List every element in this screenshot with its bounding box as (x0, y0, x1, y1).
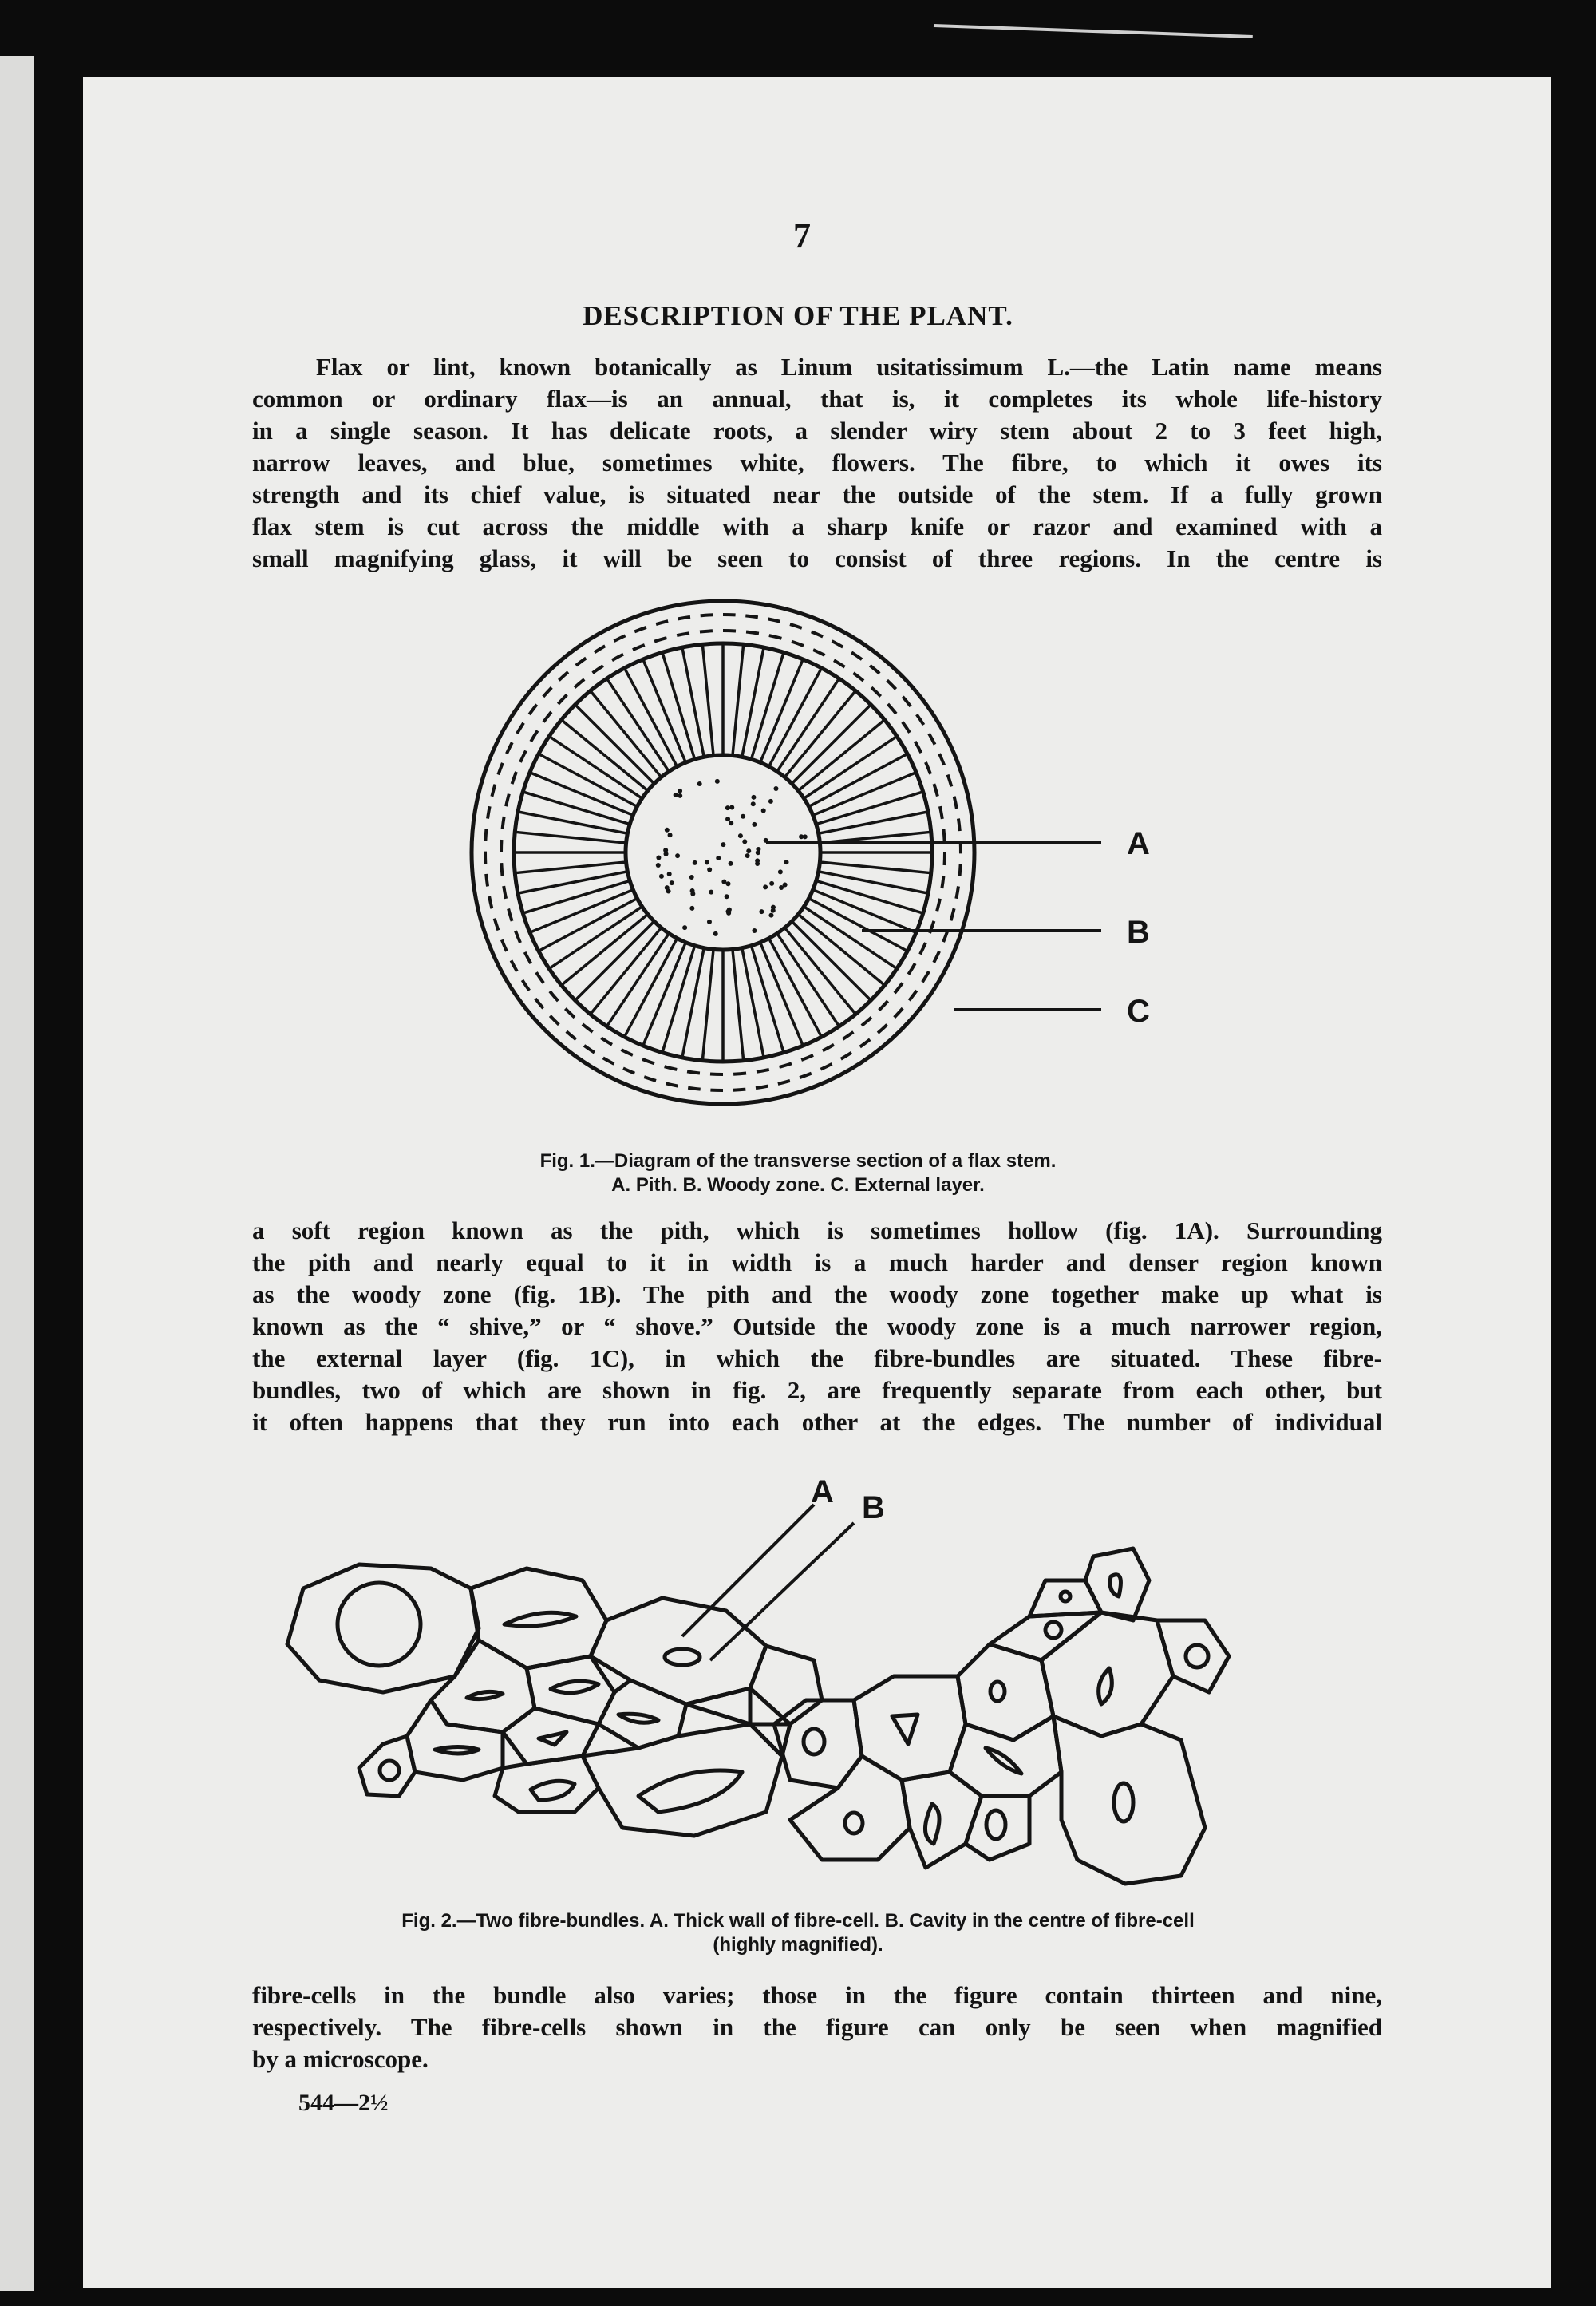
fibre-cell (407, 1700, 503, 1780)
pith-dot (668, 833, 673, 837)
fibre-dash (633, 645, 645, 650)
fibre-dash (853, 673, 863, 681)
pith-dot (752, 928, 757, 933)
fibre-dash (517, 723, 523, 734)
fibre-dash (614, 635, 625, 641)
fibre-dash (790, 624, 802, 628)
fibre-cell (854, 1676, 966, 1780)
fibre-dash (860, 1039, 871, 1046)
fibre-cell (1085, 1549, 1149, 1620)
fig1-label-c: C (1127, 994, 1150, 1029)
section-title: DESCRIPTION OF THE PLANT. (583, 300, 1013, 331)
fibre-dash (567, 1031, 576, 1039)
fibre-dash (903, 697, 911, 706)
fig2-label-a: A (811, 1474, 834, 1509)
pith-dot (715, 779, 720, 784)
cell-cavity (638, 1770, 742, 1812)
fibre-dash (559, 672, 568, 680)
fibre-dash (507, 742, 512, 754)
fibre-dash (778, 1081, 790, 1084)
pith-dot (773, 786, 778, 791)
fibre-dash (688, 1088, 700, 1090)
pith-dot (682, 925, 687, 930)
fibre-dash (623, 1068, 634, 1073)
pith-dot (771, 908, 776, 913)
fibre-cell (583, 1724, 782, 1836)
pith-dot (675, 853, 680, 858)
pith-dot (656, 855, 661, 860)
paragraph-line: fibre-cells in the bundle also varies; those in the figure contain thirteen and nine, (252, 1981, 1382, 2009)
fibre-dash (746, 632, 759, 634)
fibre-dash (495, 919, 499, 931)
woody-ray (591, 690, 662, 777)
fibre-dash (583, 1024, 593, 1032)
woody-ray (682, 948, 704, 1058)
woody-ray (702, 949, 713, 1060)
fibre-dash (584, 1046, 595, 1053)
woody-ray (820, 862, 930, 873)
woody-ray (742, 948, 764, 1058)
woody-ray (742, 647, 764, 757)
fig2-caption-line2: (highly magnified). (713, 1934, 883, 1956)
pith-dot (729, 861, 733, 866)
pith-dot (751, 801, 756, 806)
paragraph-2 (252, 1215, 1382, 1438)
fig1-label-b: B (1127, 915, 1150, 950)
pith-dot (721, 842, 725, 847)
fibre-dash (486, 874, 488, 886)
pith-dot (755, 858, 760, 863)
figure-1-stem-section (447, 591, 1197, 1117)
fig1-caption-line2: A. Pith. B. Woody zone. C. External layer. (611, 1174, 985, 1196)
paragraph-line: the pith and nearly equal to it in width is a much harder and denser region known (252, 1248, 1382, 1276)
fibre-cell (1029, 1580, 1101, 1616)
cell-cavity (804, 1729, 824, 1754)
pith-dot (690, 888, 695, 893)
pith-dot (725, 805, 730, 810)
paragraph-line: known as the “ shive,” or “ shove.” Outside the woody zone is a much narrower region, (252, 1312, 1382, 1340)
fibre-dash (851, 652, 862, 659)
fibre-dash (960, 864, 961, 876)
fibre-dash (888, 704, 896, 714)
fibre-dash (529, 705, 536, 714)
woody-ray (819, 812, 928, 833)
fibre-dash (915, 742, 922, 753)
cell-cavity (986, 1748, 1021, 1774)
cell-cavity (845, 1813, 863, 1833)
fibre-dash (498, 763, 502, 775)
fibre-dash (878, 1025, 887, 1033)
fibre-dash (832, 641, 843, 647)
fibre-dash (801, 1055, 813, 1060)
fibre-dash (871, 687, 881, 696)
pith-dot (705, 860, 709, 864)
pith-dot (742, 839, 747, 844)
cell-cavity (925, 1804, 939, 1844)
pith-dot (707, 920, 712, 924)
figure-2-caption (0, 1909, 1596, 1957)
fibre-dash (862, 1018, 871, 1026)
fibre-dash (511, 960, 516, 971)
fig2-caption-line1: Fig. 2.—Two fibre-bundles. A. Thick wall of fibre-cell. B. Cavity in the centre of fibre-cell (401, 1910, 1195, 1932)
fibre-dash (665, 1066, 678, 1070)
fibre-dash (745, 615, 757, 617)
pith-dot (726, 881, 731, 886)
cell-cavity (338, 1583, 421, 1666)
cell-cavity (1186, 1645, 1208, 1667)
fibre-dash (756, 1086, 768, 1089)
fibre-dash (908, 963, 915, 975)
page-number: 7 (793, 216, 811, 255)
cell-cavity (551, 1681, 598, 1693)
fibre-dash (612, 655, 623, 661)
fibre-dash (603, 1058, 614, 1064)
pith-dot (738, 833, 743, 838)
fibre-dash (502, 939, 507, 951)
pith-dot (670, 880, 674, 885)
pith-dot (756, 850, 760, 855)
fibre-dash (951, 908, 954, 920)
figure-2-fibre-bundles (263, 1461, 1349, 1908)
pith-dot (746, 848, 751, 853)
pith-dot (725, 894, 729, 899)
woody-ray (733, 644, 744, 755)
pith-dot (667, 872, 672, 876)
fibre-dash (940, 806, 942, 819)
paragraph-line: common or ordinary flax—is an annual, that is, it completes its whole life-history (252, 385, 1382, 413)
fibre-dash (841, 1053, 851, 1059)
pith-dot (713, 931, 718, 936)
fibre-dash (939, 754, 944, 765)
scan-artifact-line (934, 24, 1253, 38)
woody-ray (515, 862, 626, 873)
fibre-dash (666, 1083, 678, 1086)
woody-ray (798, 720, 884, 791)
fibre-dash (512, 772, 516, 784)
fibre-dash (543, 712, 551, 722)
fibre-dash (488, 806, 490, 818)
fibre-dash (656, 621, 668, 624)
fibre-cell (990, 1612, 1101, 1660)
fibre-dash (576, 658, 587, 665)
pith-dot (656, 863, 661, 868)
fibre-cell (686, 1646, 822, 1724)
paragraph-line: small magnifying glass, it will be seen to consist of three regions. In the centre is (252, 544, 1382, 572)
fibre-dash (834, 660, 845, 666)
fibre-dash (813, 650, 824, 655)
pith-dot (761, 809, 766, 813)
woody-ray (575, 921, 654, 1000)
fibre-dash (503, 817, 504, 829)
pith-dot (666, 889, 671, 894)
fibre-dash (601, 1038, 612, 1044)
fibre-dash (501, 863, 502, 876)
fibre-bundle-right (774, 1549, 1229, 1884)
cell-cavity (435, 1747, 479, 1754)
fibre-dash (942, 876, 943, 888)
pith-dot (799, 834, 804, 839)
fibre-dash (644, 1077, 656, 1081)
fibre-dash (565, 1009, 575, 1018)
woody-ray (561, 914, 647, 985)
fibre-dash (520, 750, 526, 761)
fibre-dash (531, 730, 537, 742)
fibre-dash (800, 1074, 812, 1078)
fibre-dash (535, 999, 543, 1008)
woody-ray (702, 644, 713, 755)
woody-ray (518, 812, 627, 833)
paragraph-line: the external layer (fig. 1C), in which the fibre-bundles are situated. These fibre- (252, 1344, 1382, 1372)
cell-cavity (1061, 1592, 1070, 1601)
cell-cavity (618, 1714, 658, 1723)
paragraph-line: flax stem is cut across the middle with a sharp knife or razor and examined with a (252, 512, 1382, 540)
fibre-dash (642, 1059, 654, 1063)
pith-dot (779, 885, 784, 890)
paragraph-1 (252, 351, 1382, 575)
woody-ray (784, 928, 855, 1014)
fibre-bundle-left (287, 1505, 854, 1836)
pith-dot (741, 814, 745, 819)
fibre-dash (780, 1063, 792, 1067)
paragraph-line: a soft region known as the pith, which is sometimes hollow (fig. 1A). Surrounding (252, 1216, 1382, 1244)
fibre-dash (757, 1070, 769, 1072)
print-code: 544—2½ (298, 2090, 389, 2116)
fig2-label-b: B (862, 1490, 885, 1525)
pith-dot (769, 881, 774, 886)
fibre-dash (595, 646, 605, 652)
pith-dot (689, 875, 694, 880)
fibre-cell (527, 1656, 614, 1724)
fibre-dash (536, 972, 543, 983)
woody-ray (819, 872, 928, 893)
fibre-dash (926, 762, 930, 774)
fibre-dash (687, 1071, 700, 1073)
paragraph-3 (252, 1980, 1382, 2075)
fibre-dash (654, 638, 666, 642)
pith-dot (725, 817, 730, 821)
pith-dot (659, 874, 664, 879)
cell-cavity (665, 1649, 700, 1665)
woody-ray (561, 720, 647, 791)
cell-cavity (467, 1691, 503, 1699)
paragraph-line: respectively. The fibre-cells shown in the figure can only be seen when magnified (252, 2013, 1382, 2041)
pith-dot (752, 822, 757, 827)
pith-dot (693, 860, 697, 865)
leader-line-a (682, 1505, 814, 1636)
fibre-dash (733, 1073, 746, 1074)
cell-cavity (892, 1715, 918, 1744)
woody-ray (798, 914, 884, 985)
fibre-dash (523, 980, 530, 991)
cell-cavity (990, 1682, 1005, 1701)
fibre-dash (870, 666, 879, 674)
pith-dot (674, 793, 678, 797)
pith-dot (697, 781, 702, 786)
fibre-dash (677, 633, 689, 635)
fibre-cell (359, 1736, 415, 1796)
paragraph-line: by a microscope. (252, 2045, 429, 2073)
woody-ray (792, 705, 871, 784)
pith-dot (721, 880, 726, 884)
paragraph-line: strength and its chief value, is situated near the outside of the stem. If a fully grown (252, 481, 1382, 508)
woody-ray (733, 949, 744, 1060)
paragraph-line: Flax or lint, known botanically as Linum usitatissimum L.—the Latin name means (316, 353, 1382, 381)
stem-diagram (472, 601, 974, 1104)
fibre-dash (934, 951, 939, 963)
pith-dot (709, 890, 713, 895)
fibre-cell (966, 1796, 1029, 1860)
paragraph-line: it often happens that they run into each other at the edges. The number of individual (252, 1408, 1382, 1436)
fibre-dash (516, 931, 520, 943)
fig1-caption-line1: Fig. 1.—Diagram of the transverse section of a flax stem. (539, 1150, 1057, 1172)
pith-dot (665, 828, 670, 833)
pith-dot (745, 853, 750, 858)
fibre-dash (506, 794, 509, 807)
fig1-label-a: A (1127, 826, 1150, 861)
fibre-dash (922, 971, 929, 982)
cell-cavity (1110, 1575, 1120, 1596)
paragraph-line: bundles, two of which are shown in fig. 2, are frequently separate from each other, but (252, 1376, 1382, 1404)
fibre-dash (593, 666, 603, 673)
fibre-dash (903, 722, 910, 733)
pith-dot (678, 789, 682, 793)
fibre-dash (485, 829, 486, 841)
woody-ray (575, 705, 654, 784)
fibre-cell (790, 1756, 910, 1860)
fibre-dash (948, 775, 952, 787)
pith-dot (768, 913, 773, 918)
pith-dot (763, 884, 768, 889)
pith-dot (778, 869, 783, 874)
fibre-dash (678, 617, 690, 619)
woody-ray (784, 690, 855, 777)
cell-cavity (1045, 1622, 1061, 1638)
fibre-dash (895, 983, 903, 993)
cell-cavity (539, 1732, 567, 1745)
fibre-dash (504, 886, 506, 899)
paragraph-line: in a single season. It has delicate roots, a slender wiry stem about 2 to 3 feet high, (252, 417, 1382, 445)
fibre-dash (508, 909, 512, 921)
pith-dot (768, 799, 773, 804)
pith-dot (689, 906, 694, 911)
cell-cavity (531, 1781, 575, 1800)
woody-ray (591, 928, 662, 1014)
woody-ray (792, 921, 871, 1000)
fibre-dash (920, 943, 926, 954)
pith-dot (678, 793, 682, 798)
cell-cavity (1099, 1668, 1112, 1704)
pith-dot (729, 805, 734, 810)
woody-ray (518, 872, 627, 893)
fibre-dash (492, 785, 495, 797)
paragraph-line: narrow leaves, and blue, sometimes white, flowers. The fibre, to which it owes its (252, 449, 1382, 477)
fibre-dash (489, 896, 492, 908)
fibre-dash (558, 694, 567, 704)
fibre-cell (1053, 1716, 1205, 1884)
fibre-dash (792, 642, 804, 646)
cell-cavity (986, 1810, 1005, 1839)
fibre-cell (471, 1568, 606, 1668)
fibre-dash (956, 886, 958, 898)
fibre-dash (843, 1032, 853, 1039)
fibre-dash (769, 635, 782, 639)
pith-dot (707, 868, 712, 872)
fibre-dash (768, 619, 780, 621)
pith-dot (751, 795, 756, 800)
woody-ray (515, 832, 626, 843)
figure-1-caption (0, 1149, 1596, 1197)
fibre-dash (812, 631, 823, 636)
leader-line-b (710, 1523, 854, 1660)
fibre-dash (525, 952, 531, 963)
fibre-dash (887, 680, 896, 689)
fibre-dash (821, 1064, 832, 1070)
fibre-dash (943, 829, 944, 842)
fibre-dash (917, 714, 924, 725)
pith-dot (725, 909, 730, 914)
fibre-dash (543, 687, 552, 697)
fibre-dash (575, 679, 584, 687)
fibre-dash (895, 1008, 903, 1018)
paragraph-line: as the woody zone (fig. 1B). The pith and the woody zone together make up what is (252, 1280, 1382, 1308)
fibre-dash (954, 797, 957, 809)
cell-cavity (1114, 1783, 1133, 1821)
pith-dot (759, 909, 764, 914)
woody-ray (682, 647, 704, 757)
fibre-dash (909, 991, 916, 1000)
fibre-dash (621, 1050, 632, 1055)
fibre-dash (634, 627, 646, 631)
fibre-dash (550, 1016, 559, 1025)
fibre-cell (902, 1772, 982, 1868)
pith-boundary (626, 755, 820, 950)
fibre-dash (937, 899, 940, 912)
pith-dot (716, 856, 721, 860)
fibre-dash (929, 734, 934, 745)
fibre-dash (823, 1045, 834, 1051)
fibre-dash (879, 1001, 888, 1011)
pith-dot (729, 821, 733, 825)
fibre-dash (934, 784, 938, 796)
fibre-dash (550, 991, 558, 1001)
fibre-dash (958, 819, 960, 831)
cell-cavity (380, 1761, 399, 1780)
pith-dot (664, 852, 669, 856)
pith-dot (784, 860, 789, 864)
cell-cavity (504, 1612, 576, 1626)
